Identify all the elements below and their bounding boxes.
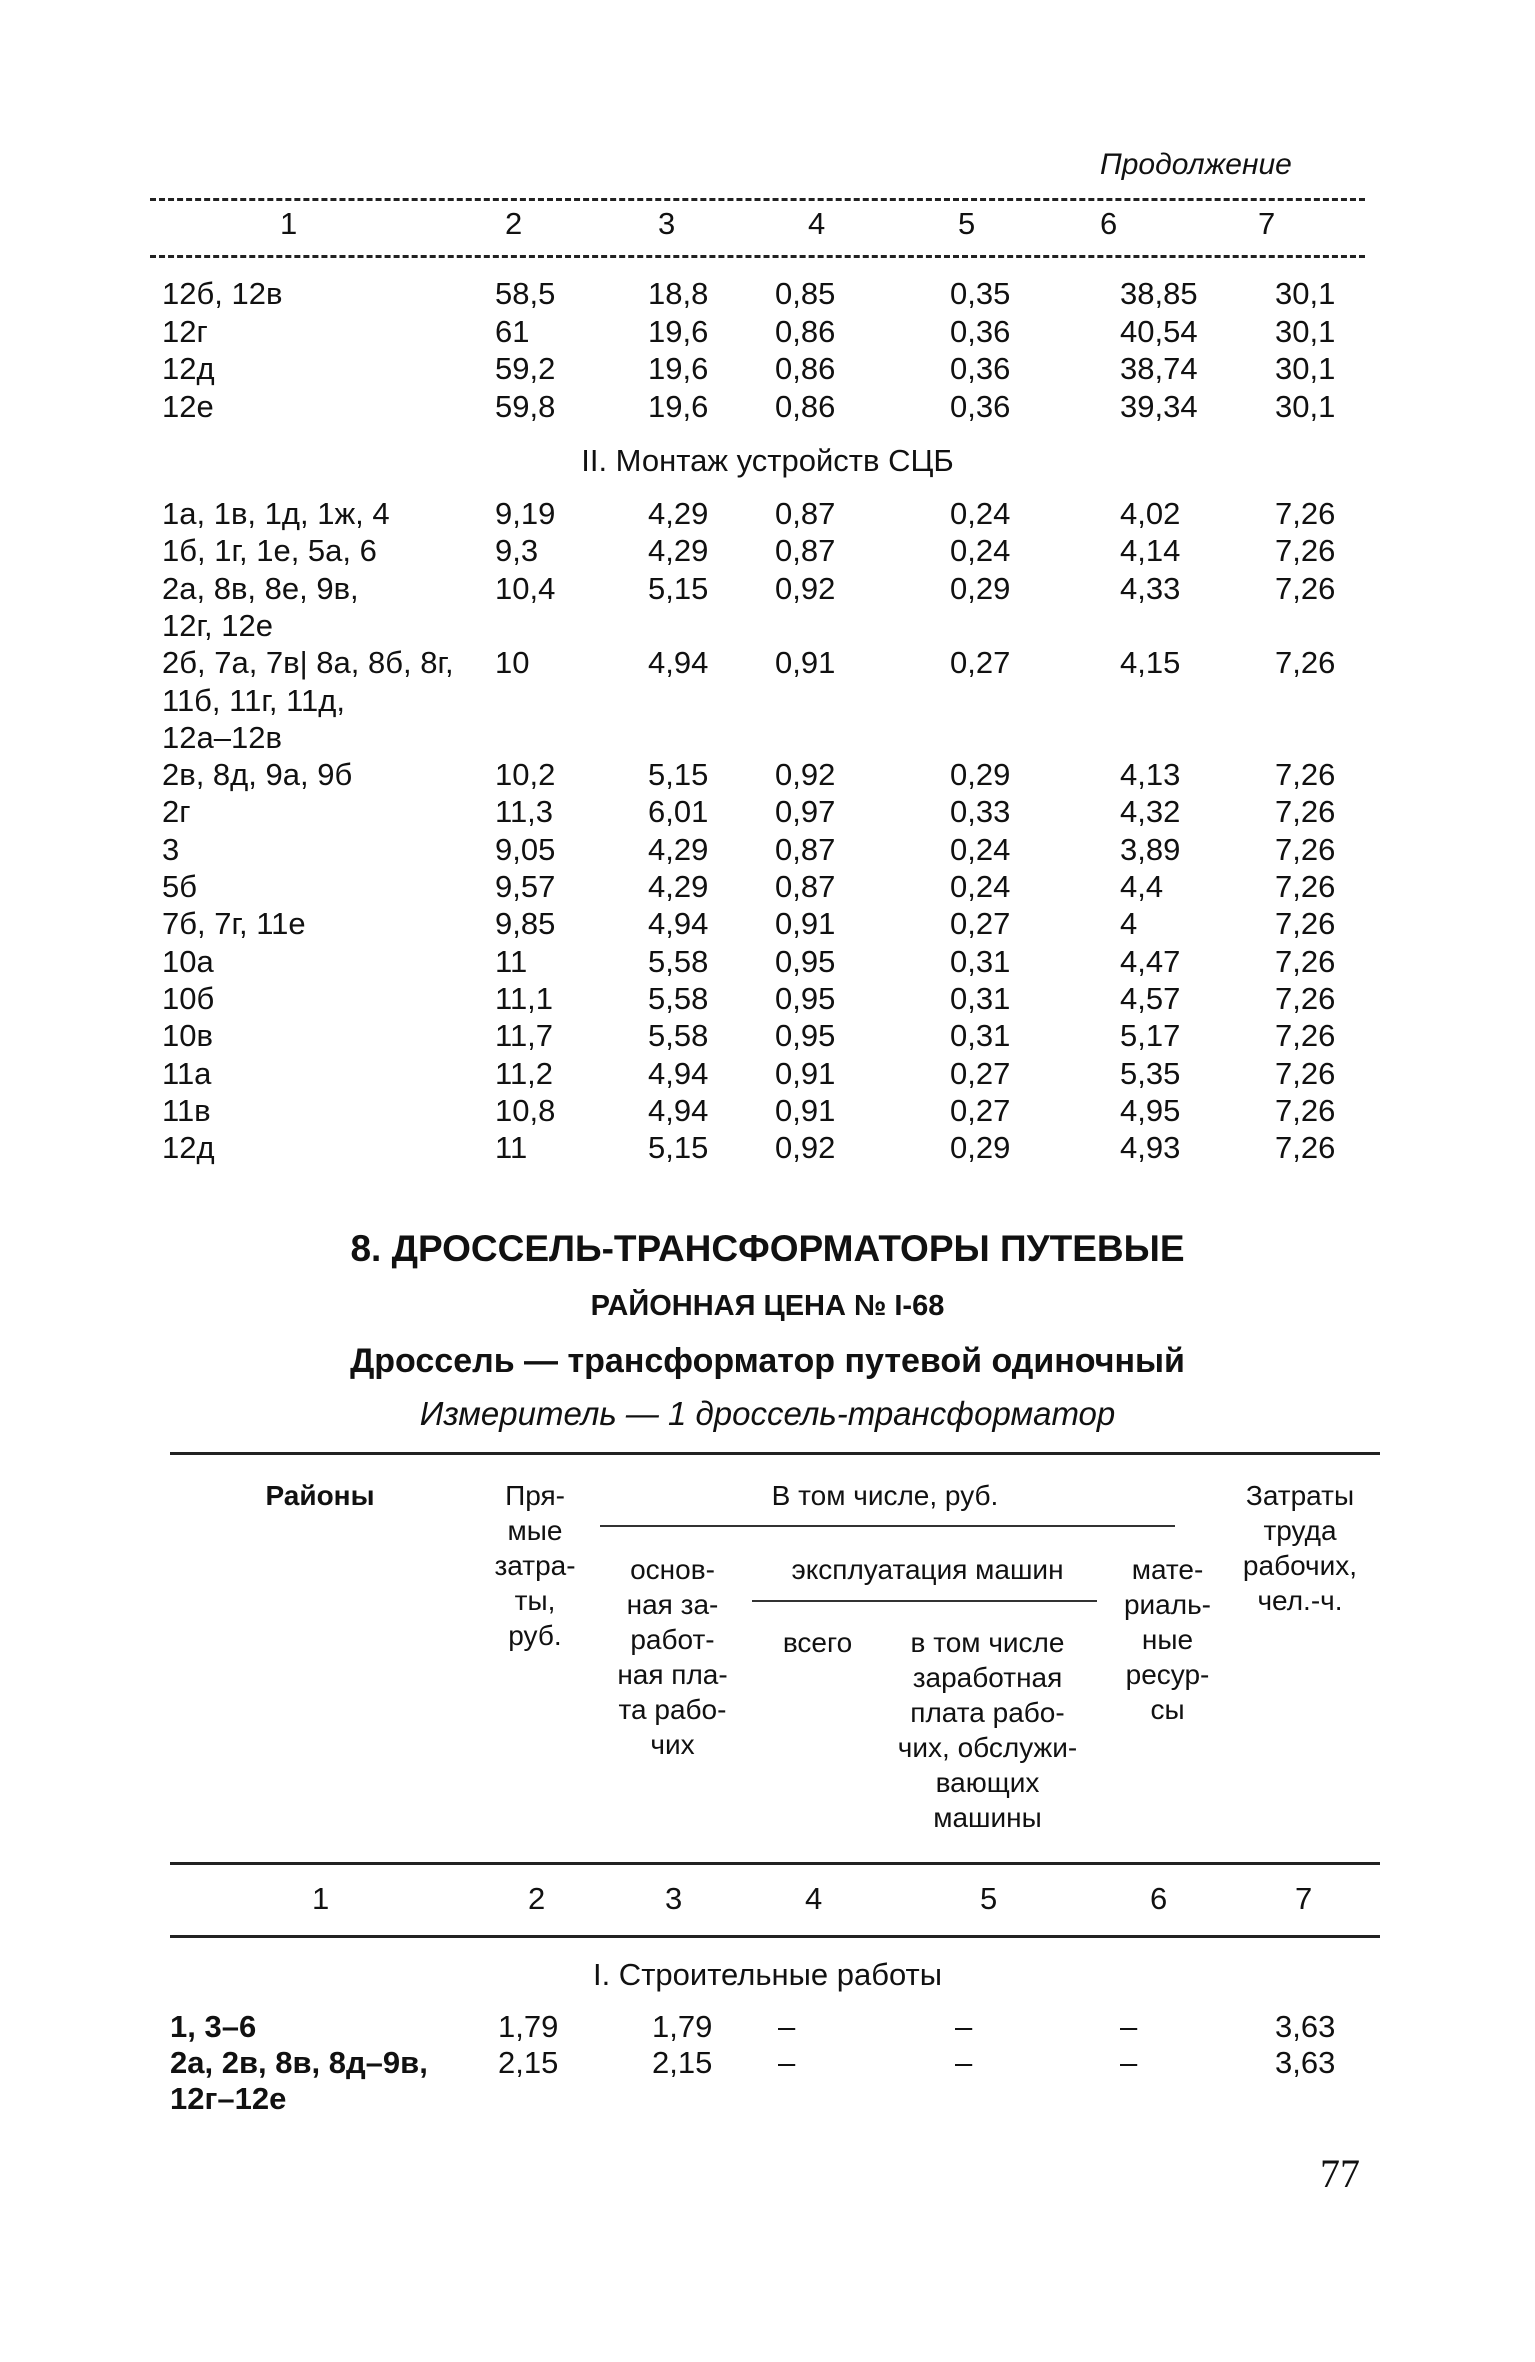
table-cell: 40,54: [1120, 313, 1198, 349]
table-cell: 4: [1120, 906, 1138, 942]
table-cell: 0,86: [775, 388, 836, 424]
table-cell: 0,29: [950, 570, 1011, 606]
table-cell: 4,94: [648, 1092, 709, 1128]
table-cell: 7,26: [1275, 757, 1336, 793]
header-materials: мате- риаль- ные ресур- сы: [1123, 1554, 1212, 1725]
table-cell: 1,79: [498, 2009, 559, 2044]
table-cell: 0,91: [775, 906, 836, 942]
table-row: [0, 831, 1535, 868]
table-cell: 0,24: [950, 533, 1011, 569]
table-cell: 4,14: [1120, 533, 1181, 569]
col-num: 5: [958, 206, 976, 241]
table-row: [0, 607, 1535, 644]
table-cell: 5,15: [648, 757, 709, 793]
table1-header-rule: [150, 255, 1365, 258]
table-cell: 11,1: [495, 980, 554, 1016]
table-cell: 5,35: [1120, 1055, 1181, 1091]
section-i-title: I. Строительные работы: [592, 1957, 943, 1992]
table-cell: 6,01: [648, 794, 709, 830]
table-cell: 1,79: [652, 2009, 713, 2044]
table-cell: 3,63: [1275, 2045, 1336, 2080]
table2-header-rule: [170, 1862, 1380, 1865]
table-cell: 4,47: [1120, 943, 1181, 979]
table2-numbers-rule: [170, 1935, 1380, 1938]
table-cell: 10б: [162, 980, 215, 1016]
table-cell: 7,26: [1275, 645, 1336, 681]
table-cell: 7,26: [1275, 1130, 1336, 1166]
header-machines-rule: [752, 1600, 1097, 1602]
table-cell: 5,17: [1120, 1018, 1181, 1054]
continuation-label: Продолжение: [1100, 148, 1292, 181]
col-num: 7: [1295, 1881, 1313, 1916]
col-num: 5: [980, 1881, 998, 1916]
table-cell: 9,3: [495, 533, 539, 569]
table-cell: 4,02: [1120, 496, 1181, 531]
table-row: [0, 793, 1535, 830]
table-cell: 38,74: [1120, 351, 1198, 386]
table-cell: –: [1120, 2009, 1138, 2044]
table-cell: 0,87: [775, 496, 836, 531]
table-cell: 4,32: [1120, 794, 1181, 830]
table-row: [0, 350, 1535, 387]
table-cell: 7,26: [1275, 496, 1336, 531]
table-row: [0, 532, 1535, 569]
table-cell: 7,26: [1275, 831, 1336, 867]
table-cell: 0,36: [950, 351, 1011, 386]
table-cell: 0,24: [950, 869, 1011, 904]
table-cell: 0,33: [950, 794, 1011, 830]
table-cell: 0,95: [775, 943, 836, 979]
table-cell: 0,87: [775, 869, 836, 904]
header-total: всего: [782, 1627, 853, 1658]
col-num: 2: [528, 1881, 546, 1916]
table-cell: 19,6: [648, 388, 709, 424]
table-row: [0, 1092, 1535, 1129]
table-cell: 0,29: [950, 757, 1011, 793]
header-machines: эксплуатация машин: [791, 1554, 1064, 1585]
table1-top-rule: [150, 198, 1365, 201]
table-cell: 59,2: [495, 351, 556, 386]
table-row: [0, 275, 1535, 312]
table-cell: 12г: [162, 313, 208, 349]
table-cell: 0,24: [950, 496, 1011, 531]
table-row: [0, 388, 1535, 425]
table-cell: 0,92: [775, 1130, 836, 1166]
header-direct-costs: Пря- мые затра- ты, руб.: [494, 1480, 576, 1651]
table-cell: 0,97: [775, 794, 836, 830]
table-cell: 19,6: [648, 313, 709, 349]
table-cell: 11,2: [495, 1055, 554, 1091]
table-cell: 5,58: [648, 1018, 709, 1054]
table-cell: 30,1: [1275, 276, 1336, 311]
table-cell: 2а, 2в, 8в, 8д–9в,: [170, 2045, 428, 2080]
header-basic-wages: основ- ная за- работ- ная пла- та рабо- чих: [617, 1554, 728, 1760]
table-cell: 2а, 8в, 8е, 9в,: [162, 570, 359, 606]
table-cell: 0,87: [775, 831, 836, 867]
table-cell: 12д: [162, 1130, 215, 1166]
table-row: [0, 1055, 1535, 1092]
table-cell: 0,91: [775, 1092, 836, 1128]
table-cell: –: [1120, 2045, 1138, 2080]
table-cell: 9,05: [495, 831, 556, 867]
col-num: 1: [280, 206, 298, 241]
table-row: [0, 2080, 1535, 2117]
section-ii-title: II. Монтаж устройств СЦБ: [581, 443, 954, 478]
table-cell: 30,1: [1275, 351, 1336, 386]
table-cell: 10а: [162, 943, 214, 979]
table-cell: 4,29: [648, 496, 709, 531]
table-cell: 4,29: [648, 869, 709, 904]
table-cell: 0,92: [775, 757, 836, 793]
table-cell: 11б, 11г, 11д,: [162, 682, 345, 718]
table-cell: 7,26: [1275, 794, 1336, 830]
table-cell: 7,26: [1275, 1092, 1336, 1128]
table-row: [0, 2008, 1535, 2045]
header-including: В том числе, руб.: [771, 1480, 999, 1511]
col-num: 4: [805, 1881, 823, 1916]
col-num: 1: [312, 1881, 330, 1916]
table-cell: 4,94: [648, 906, 709, 942]
table-cell: 4,95: [1120, 1092, 1181, 1128]
table-cell: 12б, 12в: [162, 276, 283, 311]
table-cell: 12г–12е: [170, 2081, 287, 2116]
table-cell: 3: [162, 831, 180, 867]
table-cell: 11: [495, 1130, 528, 1166]
table-cell: 4,94: [648, 1055, 709, 1091]
table-cell: 0,29: [950, 1130, 1011, 1166]
table-cell: 7,26: [1275, 906, 1336, 942]
table1-column-numbers: [0, 205, 1535, 242]
table-cell: 7,26: [1275, 533, 1336, 569]
table-row: [0, 980, 1535, 1017]
table-cell: 0,31: [950, 943, 1011, 979]
table-cell: 2в, 8д, 9а, 9б: [162, 757, 353, 793]
table-cell: 5б: [162, 869, 197, 904]
col-num: 3: [658, 206, 676, 241]
table-row: [0, 1017, 1535, 1054]
table-cell: 0,24: [950, 831, 1011, 867]
table-row: [0, 943, 1535, 980]
col-num: 6: [1100, 206, 1118, 241]
table-cell: 5,15: [648, 1130, 709, 1166]
table-cell: 59,8: [495, 388, 556, 424]
table-row: [0, 644, 1535, 681]
header-regions: Районы: [265, 1480, 375, 1511]
table-row: [0, 570, 1535, 607]
table-cell: 39,34: [1120, 388, 1198, 424]
table-cell: 5,58: [648, 943, 709, 979]
table-row: [0, 495, 1535, 532]
col-num: 6: [1150, 1881, 1168, 1916]
table-cell: 11: [495, 943, 528, 979]
table-cell: 0,91: [775, 1055, 836, 1091]
table-cell: 0,86: [775, 351, 836, 386]
table-cell: 2,15: [652, 2045, 713, 2080]
table-cell: 0,31: [950, 980, 1011, 1016]
table-cell: 0,27: [950, 645, 1011, 681]
table-cell: 4,29: [648, 831, 709, 867]
header-incl-wages: в том числе заработная плата рабо- чих, обслужи- вающих машины: [897, 1627, 1078, 1833]
table-cell: 4,33: [1120, 570, 1181, 606]
item-title: Дроссель — трансформатор путевой одиночный: [350, 1342, 1185, 1380]
table-cell: 7б, 7г, 11е: [162, 906, 306, 942]
table-cell: 2б, 7а, 7в| 8а, 8б, 8г,: [162, 645, 454, 681]
table-row: [0, 905, 1535, 942]
chapter-title: 8. ДРОССЕЛЬ-ТРАНСФОРМАТОРЫ ПУТЕВЫЕ: [350, 1228, 1185, 1269]
table-cell: 7,26: [1275, 1018, 1336, 1054]
table-cell: –: [778, 2009, 796, 2044]
table2-top-rule: [170, 1452, 1380, 1455]
header-including-rule: [600, 1525, 1175, 1527]
table-row: [0, 719, 1535, 756]
table-cell: 1б, 1г, 1е, 5а, 6: [162, 533, 377, 569]
table-cell: 11в: [162, 1092, 211, 1128]
table-cell: 11,7: [495, 1018, 554, 1054]
table-row: [0, 756, 1535, 793]
table-cell: 7,26: [1275, 570, 1336, 606]
table-cell: 38,85: [1120, 276, 1198, 311]
table-cell: 1а, 1в, 1д, 1ж, 4: [162, 496, 390, 531]
table-cell: 18,8: [648, 276, 709, 311]
table-cell: 7,26: [1275, 869, 1336, 904]
table-row: [0, 1129, 1535, 1166]
col-num: 2: [505, 206, 523, 241]
table-cell: 9,85: [495, 906, 556, 942]
table-cell: 2г: [162, 794, 191, 830]
table-cell: 58,5: [495, 276, 556, 311]
table-cell: 0,27: [950, 1055, 1011, 1091]
table-cell: 0,36: [950, 388, 1011, 424]
table-cell: 5,58: [648, 980, 709, 1016]
table-cell: 0,95: [775, 980, 836, 1016]
table-cell: 3,63: [1275, 2009, 1336, 2044]
table-cell: 10,4: [495, 570, 556, 606]
table-cell: 4,15: [1120, 645, 1181, 681]
table-row: [0, 682, 1535, 719]
table-cell: 7,26: [1275, 980, 1336, 1016]
table-cell: 10,2: [495, 757, 556, 793]
table-cell: 61: [495, 313, 530, 349]
table-cell: 11,3: [495, 794, 554, 830]
table-cell: 4,57: [1120, 980, 1181, 1016]
table-cell: 30,1: [1275, 313, 1336, 349]
table-cell: 19,6: [648, 351, 709, 386]
table-cell: 0,27: [950, 906, 1011, 942]
price-title: РАЙОННАЯ ЦЕНА № I-68: [590, 1290, 945, 1322]
table-cell: 4,94: [648, 645, 709, 681]
col-num: 3: [665, 1881, 683, 1916]
table2-column-numbers: [0, 1880, 1535, 1917]
col-num: 4: [808, 206, 826, 241]
table-cell: 7,26: [1275, 1055, 1336, 1091]
table-cell: 1, 3–6: [170, 2009, 257, 2044]
table-cell: 0,95: [775, 1018, 836, 1054]
table-cell: 0,35: [950, 276, 1011, 311]
table-cell: 10: [495, 645, 530, 681]
table-cell: 0,31: [950, 1018, 1011, 1054]
table-cell: 4,93: [1120, 1130, 1181, 1166]
table-cell: 0,91: [775, 645, 836, 681]
table-row: [0, 2044, 1535, 2081]
table-cell: 9,19: [495, 496, 556, 531]
table-cell: 0,87: [775, 533, 836, 569]
table-cell: 0,36: [950, 313, 1011, 349]
table-cell: –: [955, 2009, 973, 2044]
table-cell: 4,4: [1120, 869, 1164, 904]
table-cell: 9,57: [495, 869, 556, 904]
col-num: 7: [1258, 206, 1276, 241]
table-cell: 0,92: [775, 570, 836, 606]
table-cell: 10,8: [495, 1092, 556, 1128]
table-cell: 11а: [162, 1055, 212, 1091]
table-cell: 0,27: [950, 1092, 1011, 1128]
table-cell: 12г, 12е: [162, 607, 273, 643]
table-cell: 7,26: [1275, 943, 1336, 979]
table-cell: –: [955, 2045, 973, 2080]
table-cell: 3,89: [1120, 831, 1181, 867]
table-row: [0, 868, 1535, 905]
table-cell: 0,86: [775, 313, 836, 349]
table-cell: 12а–12в: [162, 719, 282, 755]
table-cell: 12д: [162, 351, 215, 386]
table-cell: –: [778, 2045, 796, 2080]
table-row: [0, 313, 1535, 350]
table-cell: 5,15: [648, 570, 709, 606]
table-cell: 0,85: [775, 276, 836, 311]
table-cell: 30,1: [1275, 388, 1336, 424]
page-number: 77: [1320, 2151, 1360, 2196]
measure-title: Измеритель — 1 дроссель-трансформатор: [419, 1395, 1116, 1432]
table-cell: 10в: [162, 1018, 213, 1054]
table-cell: 4,29: [648, 533, 709, 569]
table-cell: 4,13: [1120, 757, 1181, 793]
table-cell: 12е: [162, 388, 214, 424]
table-cell: 2,15: [498, 2045, 559, 2080]
header-labor: Затраты труда рабочих, чел.-ч.: [1242, 1480, 1358, 1616]
